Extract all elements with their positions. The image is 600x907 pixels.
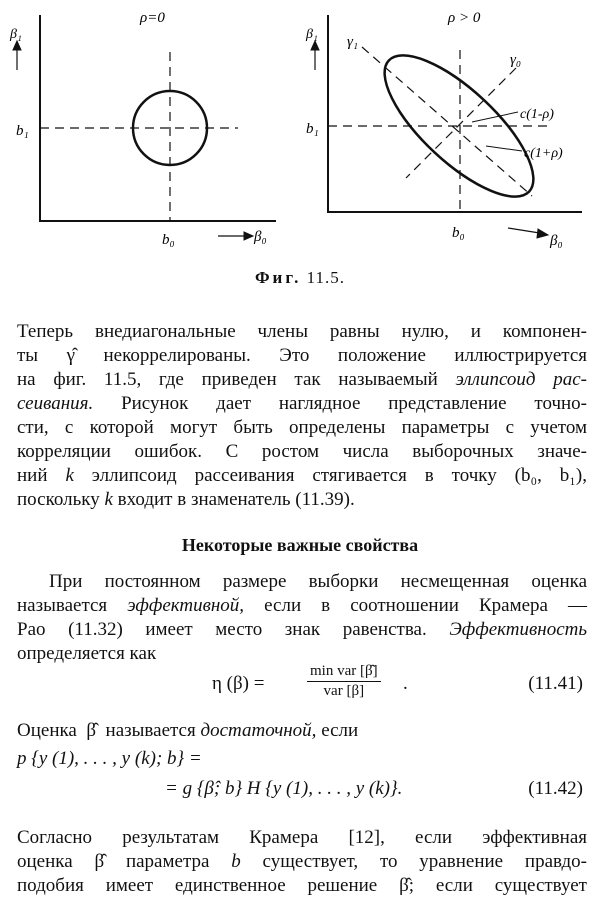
text-line: сти, с которой могут быть определены параметры с учетом [17, 417, 587, 438]
section-heading: Некоторые важные свойства [181, 535, 419, 555]
gamma0-label: γ₀ [510, 52, 522, 68]
eq-line-2: = g {β̂; b} H {y (1), . . . , y (k)}. [165, 778, 403, 799]
italic-term: Эффективность [449, 619, 587, 640]
equation-11-42 [17, 748, 587, 808]
left-b0-label: b₀ [162, 232, 175, 248]
gamma0-axis [406, 68, 516, 178]
text-line: корреляции ошибок. С ростом числа выборочных значе- [17, 441, 587, 462]
text-line [17, 392, 587, 416]
k-symbol: k [104, 489, 113, 510]
text-run: Рао (11.32) имеет место знак равенства. [17, 619, 427, 640]
left-title: ρ=0 [140, 10, 165, 26]
text-run: Оценка [17, 720, 77, 741]
left-panel [13, 15, 276, 240]
gamma1-axis [362, 47, 532, 196]
text-run: на фиг. 11.5, где приведен так называемый [17, 369, 438, 390]
text-run: входит в знаменатель (11.39). [117, 489, 355, 510]
text-run: подобия имеет единственное решение [17, 875, 378, 896]
text-line [17, 488, 587, 512]
text-run: существует, то уравнение правдо- [262, 851, 587, 872]
beta-hat-symbol: β̂; [399, 875, 415, 896]
b-symbol: b [231, 851, 241, 872]
caption-lead: Фиг. [254, 268, 302, 287]
major-axis-pointer [486, 146, 522, 151]
text-run: если существует [435, 875, 587, 896]
text-run: если в соотношении Крамера — [264, 595, 588, 616]
italic-term: эффективной, [127, 595, 245, 616]
eq-denominator: var [β] [323, 683, 365, 699]
right-x-label: β₀ [550, 233, 563, 249]
paragraph-correlation [17, 320, 587, 512]
text-line [17, 464, 587, 488]
eq-dot: . [403, 673, 408, 694]
eq-fraction [307, 663, 381, 700]
left-x-arrowhead [244, 232, 253, 240]
text-run: называется [17, 595, 108, 616]
text-run: ты [17, 345, 39, 366]
major-axis-label: c(1+ρ) [524, 146, 563, 161]
text-line: определяется как [17, 643, 157, 664]
text-line: Согласно результатам Крамера [12], если эффективная [17, 827, 587, 848]
gamma1-label: γ₁ [347, 34, 359, 50]
left-y-arrowhead [13, 41, 21, 50]
paragraph-sufficiency [17, 719, 587, 743]
beta-hat-symbol: β̂ [86, 720, 97, 741]
k-symbol: k [65, 465, 74, 486]
eq-line-1: p {y (1), . . . , y (k); b} = [17, 748, 202, 769]
text-line: При постоянном размере выборки несмещенная оценка [49, 571, 587, 592]
right-y-label: β₁ [306, 27, 318, 42]
text-run: называется [105, 720, 196, 741]
text-line [17, 618, 587, 642]
text-line [17, 594, 587, 618]
minor-axis-pointer [472, 112, 518, 122]
text-line [17, 874, 587, 898]
text-run: некоррелированы. Это положение иллюстрируется [103, 345, 588, 366]
text-line [17, 719, 587, 743]
right-b1-label: b₁ [306, 121, 319, 137]
right-x-arrowhead [537, 229, 548, 238]
eq-numerator: min var [β̂] [307, 663, 381, 682]
caption-number: 11.5. [306, 268, 346, 287]
left-b1-label: b₁ [16, 123, 29, 139]
figure-11-5 [0, 0, 600, 260]
right-title: ρ > 0 [448, 10, 481, 26]
right-y-arrowhead [311, 41, 319, 50]
text-line: Теперь внедиагональные члены равны нулю, и компонен- [17, 321, 587, 342]
text-run: поскольку [17, 489, 100, 510]
left-x-label: β₀ [254, 229, 267, 245]
text-run: если [321, 720, 359, 741]
italic-term: эллипсоид рас- [455, 369, 588, 390]
text-run: ний [17, 465, 48, 486]
right-b0-label: b₀ [452, 225, 465, 241]
text-run: Рисунок дает наглядное представление точно- [121, 393, 588, 414]
paragraph-cramer [17, 826, 587, 898]
italic-term: достаточной, [200, 720, 317, 741]
paragraph-efficiency [17, 570, 587, 666]
eq-number: (11.42) [528, 778, 583, 799]
text-run: оценка [17, 851, 73, 872]
eq-lhs: η (β) = [212, 673, 265, 694]
equation-11-41 [17, 663, 587, 707]
italic-term: сеивания. [17, 393, 94, 414]
text-run: параметра [125, 851, 210, 872]
figure-caption [0, 268, 600, 288]
minor-axis-label: c(1-ρ) [520, 107, 554, 122]
text-line [17, 344, 587, 368]
text-line [17, 368, 587, 392]
text-run: эллипсоид рассеивания стягивается в точку (b₀, b₁), [91, 465, 587, 486]
left-y-label: β₁ [10, 27, 22, 42]
text-line [17, 850, 587, 874]
gamma-hat-symbol: γ̂ [66, 345, 75, 366]
eq-number: (11.41) [528, 673, 583, 694]
beta-hat-symbol: β̂ [94, 851, 105, 872]
